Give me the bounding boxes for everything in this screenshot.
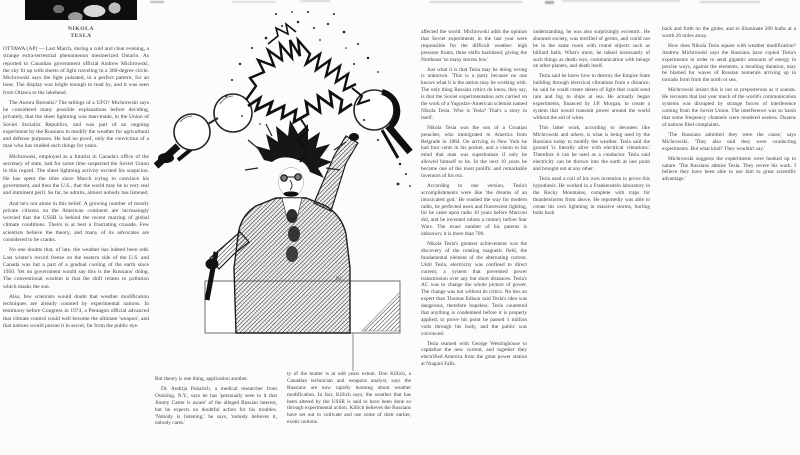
- article-paragraph: Tesla said he knew how to destroy the Empire State building through electrical vibrations from a distance; he said he could create sheets of light that could send rain and fog to ships at sea. He actually began experiments, financed by J.P. Morgan, to create a system that would transmit power around the world without the aid of wires.: [533, 73, 650, 121]
- headline-remnant: [545, 1, 554, 4]
- tesla-illustration: [148, 0, 420, 375]
- photo-caption-line1: NIKOLA: [67, 26, 95, 32]
- article-paragraph: The Aurora Borealis? The tailings of a UFO? Michrowski says he considered many possible explanations before deciding, privately, that the sheet lightning was man-made, in the Union of Soviet Socialist Republics, and was part of an ongoing experiment by the Russians to modify the weather for agricultural and defense purposes. He had no proof, only the conviction of a man who has studied such things for years.: [3, 99, 149, 150]
- headline-remnant: [700, 1, 760, 3]
- article-column-2: [421, 29, 527, 455]
- artist-signature: RC: [336, 277, 343, 282]
- article-paragraph: Tesla teamed with George Westinghouse to capitalize the new current, and together they electrified America from the great power station at Niagara Falls.: [421, 340, 527, 368]
- photo-caption-line2: TESLA: [70, 32, 92, 39]
- mustache: [284, 191, 299, 196]
- article-column-1: [3, 46, 149, 455]
- article-paragraph: Michrowski insists this is not so preposterous as it sounds. He recounts that last year much of the world's communication systems was disrupted by strange forces of interference coming from the Soviet Union. The interference was so harsh that some frequency channels were rendered useless. Dozens of nations filed complaints.: [662, 87, 796, 128]
- article-paragraph: And he's not alone in this belief. A growing number of mostly private citizens on the American continent are increasingly worried that the USSR is behind the recent marring of global climate conditions. Theirs is at best a frustrating crusade. Few scientists believe the theory, and many of its advocates are considered to be cranks.: [3, 200, 149, 243]
- article-paragraph: Michrowski, employed as a futurist in Canada's office of the secretary of state, had for some time suspected the Soviet Union in this regard. The sheet lightning activity excited his suspicion. He has spent the time since March trying to convince his government, and then the U.S., that the world may be in very real and imminent peril. So far, he admits, almost nobody has listened.: [3, 153, 149, 197]
- article-column-3: [533, 29, 650, 313]
- article-paragraph: OTTAWA (AP) — Last March, during a cold and clear evening, a strange extra-terrestrial phenomenon mesmerized Ontario. As reported to Canadian government official Andrew Michrowski, the sky lit up with sheets of light traveling in a 360-degree circle. Michrowski says the light pulsated, in a perfect pattern, for an hour. The display was bright enough to read by, and it was seen from Ottawa to the lakehead.: [3, 46, 149, 96]
- article-paragraph: understanding, he was also surprisingly eccentric. He shunned society, was terrified of germs, and could not be in the same room with round objects such as billiard balls. What's more, he talked incessantly of such things as death rays, communication with beings on other planets, and death itself.: [533, 29, 650, 70]
- article-paragraph: Michrowski suggests the experiments were hooked up to nature. 'The Russians admire Tesla. They revere his work. I believe they have been able to use him to great scientific advantage.': [662, 155, 796, 183]
- article-paragraph: Tesla used a coil of his own invention to prove this hypothesis. He worked in a Frankenstein laboratory in the Rocky Mountains, complete with traps for thunderstorms from above. He reportedly was able to create his own lightning in massive storms, hurling bolts back: [533, 176, 650, 217]
- article-paragraph: Just what it is that Tesla may be doing wrong is unknown. 'This is a party because no one knows what it is the nation may be working with. The only thing Russian critics do know, they say, is that the Soviet experimentation acts carried on the work of a Yugoslav-American scientist named Nikola Tesla. Who is Tesla? That's a story in itself.: [421, 66, 527, 121]
- article-paragraph: ty of the matter is at odd years extent. Don Killich, a Canadian technician and weapons analyst, says the Russians are now rapidly learning about weather modification. In fact, Killich says, the weather that has been altered by the USSR is said to have been done so through experimental action. Killich believes the Russians have set out to cultivate and use some of their earlier, exotic notions.: [287, 371, 411, 426]
- article-paragraph: Nikola Tesla was the son of a Croatian preacher, who immigrated to America from Belgrade in 1884. On arriving in New York he had four cents in his pocket, and a vision in his mind that man was superhuman if only he allowed himself to be. In the next 10 years he became one of the most prolific and remarkable inventors of his era.: [421, 124, 527, 179]
- tie-blob: [288, 226, 300, 242]
- article-paragraph: Nikola Tesla's greatest achievement was the discovery of the rotating magnetic field, the fundamental element of the alternating current. Until Tesla, electricity was confined to direct current, a system that prevented power transmission over any but short distances. Tesla's AC was to change the whole picture of power. The change was not without its critics. No less an expert than Thomas Edison said Tesla's idea was dangerous, therefore hopeless. Tesla countered that anything is condemned before it is properly applied; to prove his point he passed 1 million volts through his body, and the public was convinced.: [421, 241, 527, 337]
- tesla-photo: [25, 0, 137, 20]
- article-paragraph: Dr. Andrija Puharich, a medical researcher from Ossining, N.Y., says he has 'personally seen to it that Jimmy Carter is aware' of the alleged Russian interest, but he expects no doubtful action for his troubles. 'Nobody is listening,' he says, 'nobody believes it, nobody cares.': [155, 386, 277, 427]
- article-paragraph: No one doubts that, of late, the weather has indeed been odd. Last winter's record freeze on the eastern side of the U.S. and Canada was but a part of a gradual cooling of the earth since 1950. Yet no government would say this is the Russians' doing. The conventional wisdom is that the shift relates to pollution which masks the sun.: [3, 247, 149, 290]
- ball-electrode-right: [354, 90, 410, 158]
- tie-blob: [286, 246, 298, 262]
- photo-caption: [25, 26, 137, 40]
- article-column-bottom-left: [155, 376, 277, 455]
- headline-remnant: [562, 0, 680, 2]
- article-paragraph: How does Nikola Tesla square with weather modification? Andrew Michrowski says the Russians have copied Tesla's experiments in order to send gigantic amounts of energy in precise ways, against the elements, a resulting duration, may be blamed for waves of Russian numerals arriving up in tornado form from the north or sea.: [662, 42, 796, 84]
- article-paragraph: 'The Russians admitted they were the cause,' says Michrowski. 'They also said they were conducting experiments. But what kind? They wouldn't say.': [662, 131, 796, 152]
- headline-remnant: [430, 1, 522, 3]
- article-paragraph: back and forth on the globe, and to illuminate 200 bulbs at a worth 26 miles away.: [662, 26, 796, 39]
- article-paragraph: But theory is one thing, application another.: [155, 376, 248, 382]
- tie-blob: [287, 209, 298, 223]
- right-hand: [349, 133, 359, 141]
- article-column-4: [662, 26, 796, 308]
- spectacle-right: [295, 174, 301, 180]
- left-hand: [206, 259, 219, 270]
- article-paragraph: affected the world. Michrowski adds the opinion that Soviet experiments in the last year were responsible for the difficult weather: high pressure fronts, three shifts backbend, giving the Northeast 'so many storms low.': [421, 29, 527, 63]
- article-paragraph: According to one version, Tesla's accomplishments were like 'the dreams of an intoxicated god.' He readied the way for modern radio, he perfected neon and fluorescent lighting, for he came upon radio 10 years before Marconi did, and he invented robots a century before Star Wars. The exact number of his patents is unknown; it is more than 700.: [421, 182, 527, 238]
- article-paragraph: This latter work, according to devotees like Michrowski and others, is what is being used by the Russians today to modify the weather. Tesla said the ground 'is literally alive with electrical vibrations.' Therefore it can be used as a conductor. Tesla said electricity can be thrown into the earth at one point and brought out at any other.: [533, 124, 650, 172]
- spectacle-left: [281, 175, 287, 181]
- article-paragraph: Also, few scientists would doubt that weather modification techniques are already counted by experimental nations. In testimony before Congress in 1974, a Pentagon official advanced that climate control could well become the ultimate 'weapon', and that nations would pursue it in secret, far from the public eye.: [3, 293, 149, 329]
- ball-electrode-left: [156, 94, 252, 166]
- article-column-bottom-right: [287, 371, 411, 455]
